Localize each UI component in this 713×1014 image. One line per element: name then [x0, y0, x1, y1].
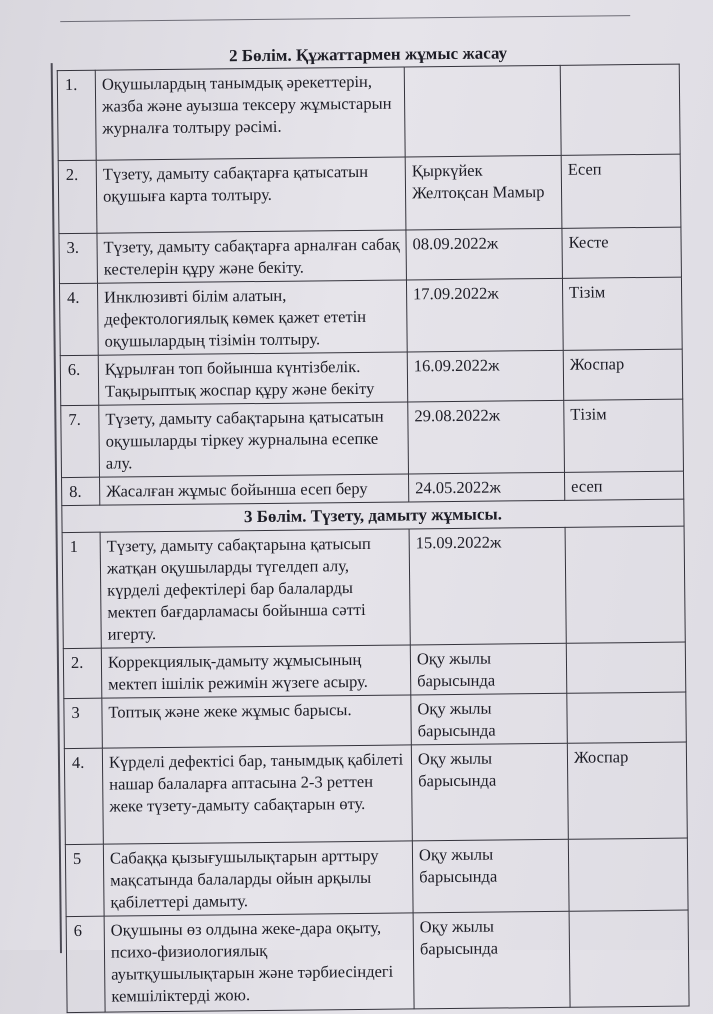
- row-date: 24.05.2022ж: [408, 472, 564, 502]
- row-date: 08.09.2022ж: [406, 228, 563, 280]
- row-task: Оқушыны өз олдына жеке-дара оқыту, психо-физиологиялық ауытқушылықтарын және тәрбиесіндегі кемшіліктерді жою.: [104, 913, 414, 1012]
- row-form: Кесте: [562, 227, 682, 278]
- row-number: 8.: [62, 477, 100, 505]
- top-rule: [60, 15, 630, 22]
- row-date: Қыркүйек Желтоқсан Мамыр: [405, 155, 562, 230]
- row-task: Күрделі дефектісі бар, танымдық қабілеті нашар балаларға аптасына 2-3 реттен жеке түзету-дамыту сабақтарын өту.: [102, 745, 412, 844]
- table-row: [64, 742, 687, 845]
- table-row: [58, 154, 681, 234]
- row-form: Есеп: [561, 154, 681, 228]
- row-number: 2.: [63, 648, 102, 698]
- row-task: Оқушылардың танымдық әрекеттерін, жазба және ауызша тексеру жұмыстарын журналға толтыру рәсімі.: [95, 67, 405, 160]
- row-task: Топтық және жеке жұмыс барысы.: [102, 695, 412, 748]
- table-row: [66, 910, 689, 1013]
- row-form: [568, 838, 688, 911]
- row-form: есеп: [564, 471, 683, 500]
- row-date: 17.09.2022ж: [406, 278, 563, 352]
- row-form: [565, 526, 685, 643]
- row-date: Оқу жылы барысында: [410, 643, 567, 695]
- table-row: [57, 64, 680, 161]
- row-form: [566, 642, 686, 693]
- row-date: Оқу жылы барысында: [413, 911, 570, 1009]
- row-number: 4.: [59, 283, 98, 355]
- row-number: 3: [64, 698, 103, 748]
- row-date: [404, 65, 561, 157]
- table-row: [61, 399, 684, 478]
- row-form: Жоспар: [567, 742, 687, 839]
- table-row: [65, 838, 688, 917]
- table-row: [62, 526, 685, 649]
- row-date: Оқу жылы барысында: [411, 693, 568, 745]
- table-row: [59, 277, 682, 356]
- row-number: 5: [65, 844, 104, 916]
- row-task: Коррекциялық-дамыту жұмысының мектеп ішілік режимін жүзеге асыру.: [101, 645, 411, 698]
- row-task: Құрылған топ бойынша күнтізбелік. Тақырыптық жоспар құру және бекіту: [98, 352, 408, 405]
- row-form: Тізім: [562, 277, 682, 350]
- row-number: 2.: [58, 160, 97, 233]
- row-form: Жоспар: [563, 349, 683, 400]
- row-date: Оқу жылы барысында: [412, 839, 569, 913]
- row-number: 4.: [64, 748, 103, 844]
- row-number: 1.: [57, 70, 96, 160]
- row-number: 7.: [61, 405, 100, 477]
- row-form: Тізім: [564, 399, 684, 472]
- row-date: 29.08.2022ж: [408, 400, 565, 474]
- row-form: [560, 64, 680, 155]
- row-task: Түзету, дамыту сабақтарына қатысатын оқушыларды тіркеу журналына есепке алу.: [99, 402, 409, 477]
- row-task: Сабаққа қызығушылықтарын арттыру мақсатында балаларды ойын арқылы қабілеттері дамыту.: [103, 841, 413, 916]
- row-form: [567, 692, 687, 743]
- table-row: [59, 227, 682, 284]
- row-date: Оқу жылы барысында: [411, 743, 568, 841]
- row-date: 15.09.2022ж: [409, 527, 566, 645]
- row-task: Түзету, дамыту сабақтарға қатысатын оқушыға карта толтыру.: [96, 157, 406, 233]
- section3-title: 3 Бөлім. Түзету, дамыту жұмысы.: [62, 499, 684, 533]
- table-row: [64, 692, 687, 749]
- plan-table: [57, 41, 690, 1013]
- row-number: 6: [66, 916, 105, 1012]
- row-task: Жасалған жұмыс бойынша есеп беру: [100, 474, 409, 505]
- row-task: Инклюзивті білім алатын, дефектологиялық көмек қажет ететін оқушылардың тізімін толтыру.: [97, 280, 407, 355]
- row-number: 3.: [59, 233, 98, 283]
- table-row: [63, 642, 686, 699]
- table-row: [60, 349, 683, 406]
- row-form: [569, 910, 689, 1007]
- row-task: Түзету, дамыту сабақтарына қатысып жатқан оқушыларды түгелдеп алу, күрделі дефектілері бар балаларды мектеп бағдарламасы бойынша сәтті игерту.: [100, 529, 410, 648]
- row-number: 1: [62, 532, 101, 648]
- row-task: Түзету, дамыту сабақтарға арналған сабақ кестелерін құру және бекіту.: [97, 230, 407, 283]
- row-date: 16.09.2022ж: [407, 350, 564, 402]
- section2-title: 2 Бөлім. Құжаттармен жұмыс жасау: [229, 43, 508, 66]
- row-number: 6.: [60, 355, 99, 405]
